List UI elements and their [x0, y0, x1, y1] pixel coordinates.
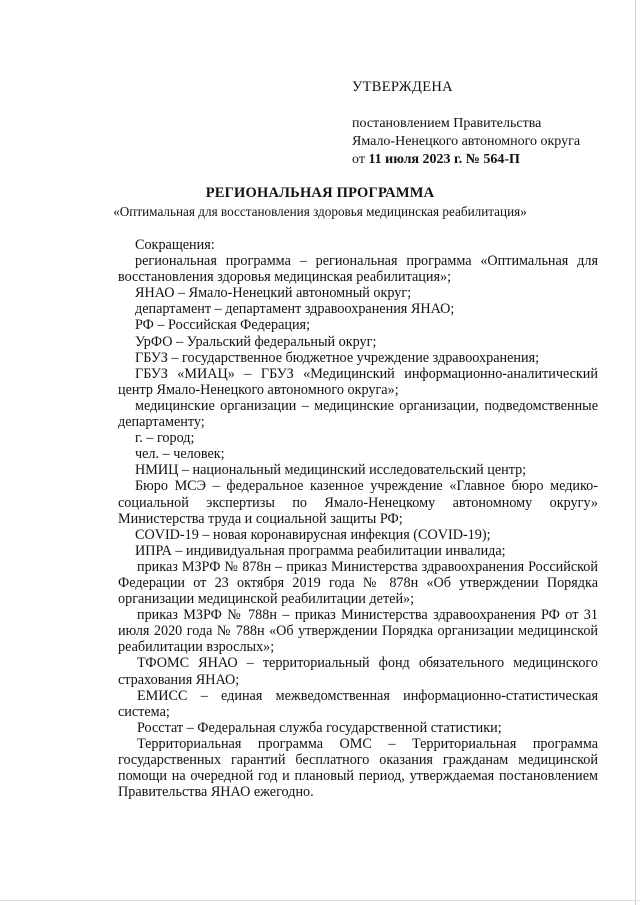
abbreviation-item: ТФОМС ЯНАО – территориальный фонд обязательного медицинского страхования ЯНАО;: [118, 655, 598, 688]
abbreviation-item: Территориальная программа ОМС – Территориальная программа государственных гарантий бесплатного оказания гражданам медицинской помощи на очередной год и плановый период, утверждаемая постановлением Правительства ЯНАО ежегодно.: [118, 735, 598, 801]
approval-date-number: 11 июля 2023 г. № 564-П: [368, 152, 520, 167]
approval-line-1: постановлением Правительства: [352, 116, 542, 131]
abbreviation-item: Бюро МСЭ – федеральное казенное учреждение «Главное бюро медико-социальной экспертизы по Ямало-Ненецкому автономному округу» Министерства труда и социальной защиты РФ;: [118, 478, 598, 527]
abbreviation-item: ИПРА – индивидуальная программа реабилитации инвалида;: [135, 542, 506, 559]
abbreviations-list: [118, 237, 598, 800]
abbreviations-heading: Сокращения:: [135, 237, 215, 253]
abbreviation-item: УрФО – Уральский федеральный округ;: [135, 333, 377, 350]
abbreviation-item: приказ МЗРФ № 788н – приказ Министерства здравоохранения РФ от 31 июля 2020 года № 788н «Об утверждении Порядка организации медицинской реабилитации взрослых»;: [118, 607, 598, 656]
abbreviation-item: ГБУЗ – государственное бюджетное учреждение здравоохранения;: [135, 349, 540, 366]
document-subtitle: «Оптимальная для восстановления здоровья медицинская реабилитация»: [113, 204, 527, 219]
abbreviation-item: Росстат – Федеральная служба государственной статистики;: [137, 719, 502, 736]
document-title: РЕГИОНАЛЬНАЯ ПРОГРАММА: [205, 185, 435, 201]
abbreviation-item: приказ МЗРФ № 878н – приказ Министерства здравоохранения Российской Федерации от 23 октября 2019 года № 878н «Об утверждении Порядка организации медицинской реабилитации детей»;: [118, 558, 598, 608]
abbreviation-item: ЯНАО – Ямало-Ненецкий автономный округ;: [135, 285, 412, 302]
page-edge-bottom: [0, 900, 640, 901]
approval-heading: УТВЕРЖДЕНА: [352, 79, 453, 95]
abbreviation-item: ГБУЗ «МИАЦ» – ГБУЗ «Медицинский информационно-аналитический центр Ямало-Ненецкого автономного округа»;: [118, 365, 598, 398]
abbreviation-item: г. – город;: [135, 430, 195, 447]
abbreviation-item: департамент – департамент здравоохранения ЯНАО;: [135, 301, 455, 318]
abbreviation-item: медицинские организации – медицинские организации, подведомственные департаменту;: [118, 397, 598, 431]
approval-date-prefix: от: [352, 152, 365, 167]
approval-line-2: Ямало-Ненецкого автономного округа: [352, 134, 581, 149]
page-edge-right: [635, 0, 636, 905]
abbreviation-item: чел. – человек;: [135, 446, 225, 463]
approval-block: [352, 78, 622, 169]
abbreviation-item: ЕМИСС – единая межведомственная информационно-статистическая система;: [118, 687, 598, 720]
abbreviation-item: НМИЦ – национальный медицинский исследовательский центр;: [135, 462, 527, 479]
abbreviation-item: РФ – Российская Федерация;: [135, 317, 311, 334]
abbreviation-item: COVID-19 – новая коронавирусная инфекция (COVID-19);: [135, 526, 491, 543]
abbreviation-item: региональная программа – региональная программа «Оптимальная для восстановления здоровья медицинская реабилитация»;: [118, 253, 598, 286]
approval-line-3: [352, 151, 622, 169]
